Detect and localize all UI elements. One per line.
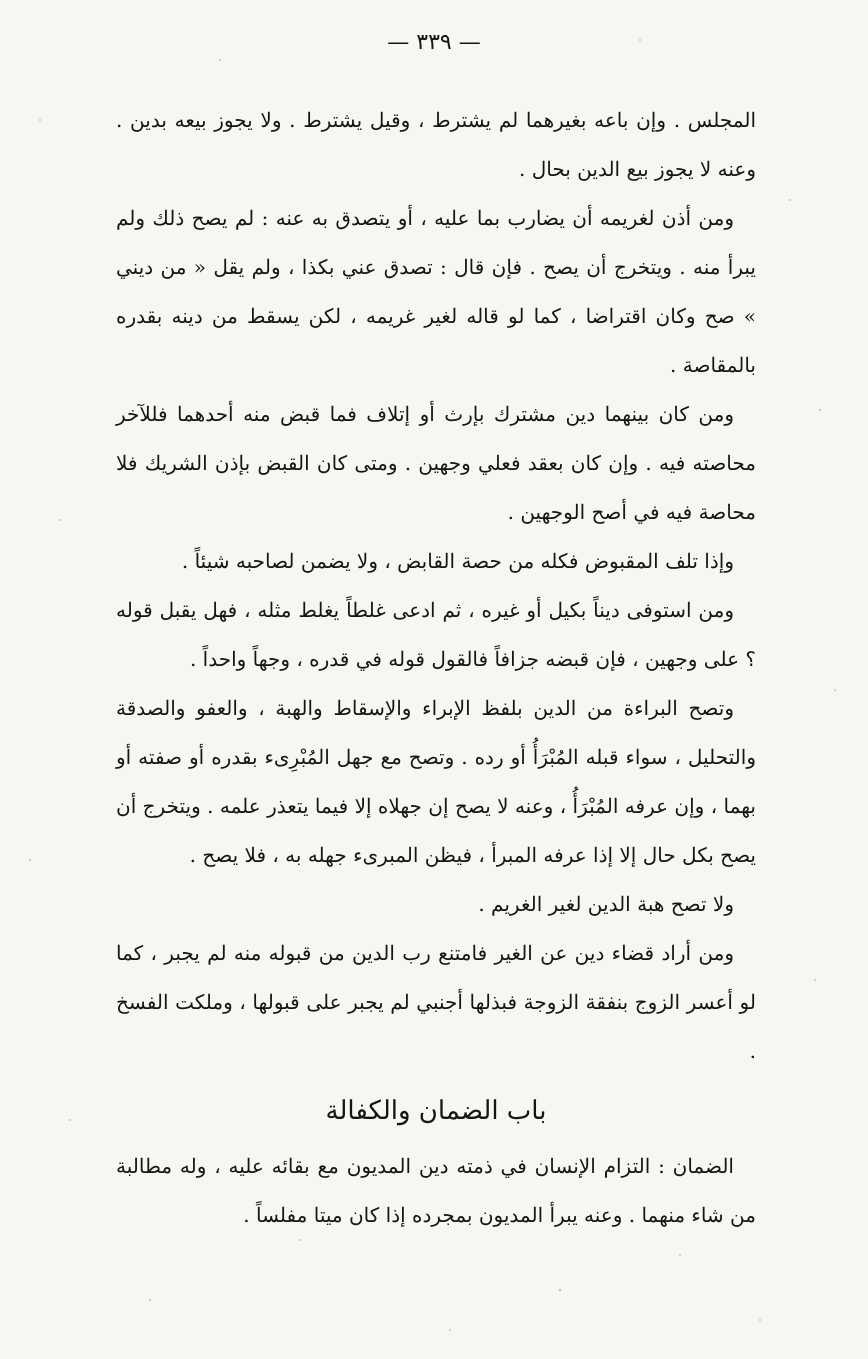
section-heading: باب الضمان والكفالة	[325, 1096, 547, 1126]
paragraph: ولا تصح هبة الدين لغير الغريم .	[478, 892, 734, 916]
paragraph: ومن كان بينهما دين مشترك بإرث أو إتلاف فما قبض منه أحدهما فللآخر محاصته فيه . وإن كان بعقد فعلي وجهين . ومتى كان القبض بإذن الشريك فلا محاصة فيه في أصح الوجهين .	[116, 402, 756, 524]
paragraph: ومن أراد قضاء دين عن الغير فامتنع رب الدين من قبوله منه لم يجبر ، كما لو أعسر الزوج بنفقة الزوجة فبذلها أجنبي لم يجبر على قبولها ، وملكت الفسخ .	[116, 941, 756, 1063]
paragraph: ومن أذن لغريمه أن يضارب بما عليه ، أو يتصدق به عنه : لم يصح ذلك ولم يبرأ منه . ويتخرج أن يصح . فإن قال : تصدق عني بكذا ، ولم يقل « من ديني » صح وكان اقتراضا ، كما لو قاله لغير غريمه ، لكن يسقط من دينه بقدره بالمقاصة .	[116, 206, 757, 377]
paragraph: وإذا تلف المقبوض فكله من حصة القابض ، ولا يضمن لصاحبه شيئاً .	[181, 549, 734, 573]
paragraph: ومن استوفى ديناً بكيل أو غيره ، ثم ادعى غلطاً يغلط مثله ، فهل يقبل قوله ؟ على وجهين ، فإن قبضه جزافاً فالقول قوله في قدره ، وجهاً واحداً .	[116, 598, 756, 671]
paragraph: وتصح البراءة من الدين بلفظ الإبراء والإسقاط والهبة ، والعفو والصدقة والتحليل ، سواء قبله المُبْرَأُ أو رده . وتصح مع جهل المُبْرِىء بقدره أو صفته أو بهما ، وإن عرفه المُبْرَأُ ، وعنه لا يصح إن جهلاه إلا فيما يتعذر علمه . ويتخرج أن يصح بكل حال إلا إذا عرفه المبرأ ، فيظن المبرىء جهله به ، فلا يصح .	[116, 696, 756, 867]
page-body	[116, 96, 756, 1240]
page-number: — ٣٣٩ —	[387, 30, 481, 55]
paragraph: المجلس . وإن باعه بغيرهما لم يشترط ، وقيل يشترط . ولا يجوز بيعه بدين . وعنه لا يجوز بيع الدين بحال .	[116, 108, 756, 181]
paragraph: الضمان : التزام الإنسان في ذمته دين المديون مع بقائه عليه ، وله مطالبة من شاء منهما . وعنه يبرأ المديون بمجرده إذا كان ميتا مفلساً .	[116, 1154, 756, 1227]
